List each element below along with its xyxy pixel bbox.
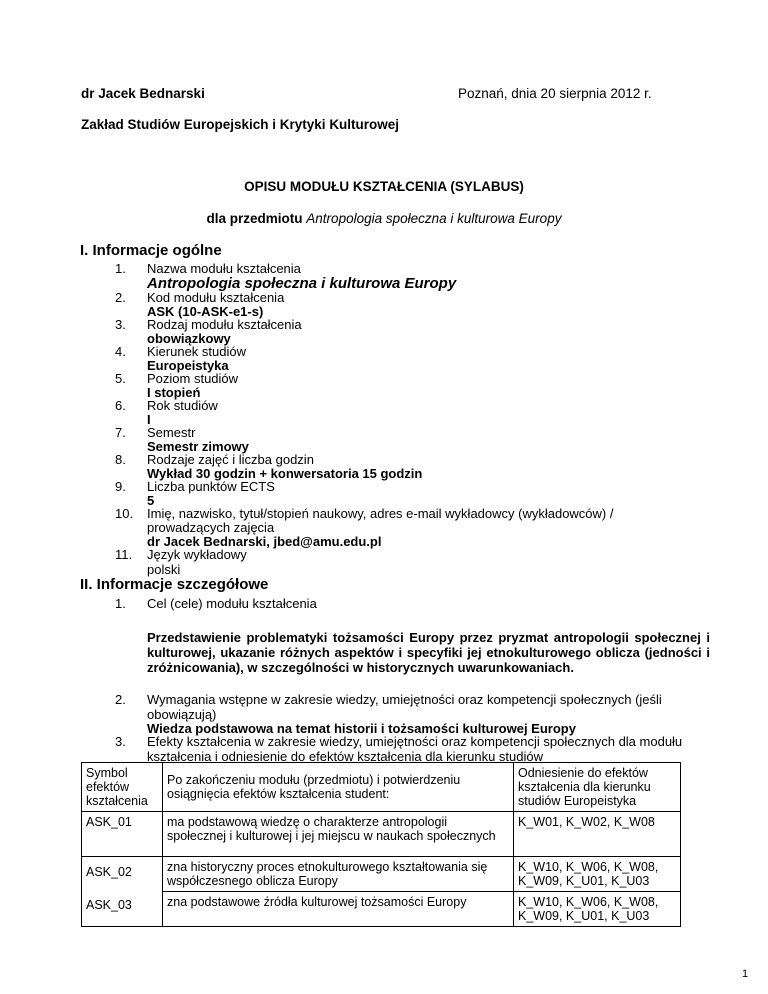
page-number: 1 (742, 968, 749, 980)
row-reference: K_W10, K_W06, K_W08, K_W09, K_U01, K_U03 (514, 892, 681, 927)
item-number: 9. (115, 479, 126, 494)
lecturer-value: dr Jacek Bednarski, jbed@amu.edu.pl (147, 534, 382, 549)
item-number: 8. (115, 452, 126, 467)
item-number: 2. (115, 692, 126, 707)
item-label: Semestr (147, 425, 196, 440)
study-year-value: I (147, 412, 151, 427)
place-date: Poznań, dnia 20 sierpnia 2012 r. (458, 86, 652, 101)
item-number: 7. (115, 425, 126, 440)
item-label: Wymagania wstępne w zakresie wiedzy, umiejętności oraz kompetencji społecznych (jeśli (147, 692, 662, 707)
item-label: Rodzaje zajęć i liczba godzin (147, 452, 314, 467)
subtitle-prefix: dla przedmiotu (206, 211, 307, 226)
row-effect: zna podstawowe źródła kulturowej tożsamości Europy (163, 892, 514, 927)
item-label: Cel (cele) modułu kształcenia (147, 596, 317, 611)
item-number: 1. (115, 596, 126, 611)
item-label: Efekty kształcenia w zakresie wiedzy, umiejętności oraz kompetencji społecznych dla modułu (147, 734, 683, 749)
item-label-continued: prowadzących zajęcia (147, 520, 275, 535)
header-reference: Odniesienie do efektów kształcenia dla kierunku studiów Europeistyka (514, 763, 681, 812)
prerequisites-value: Wiedza podstawowa na temat historii i tożsamości kulturowej Europy (147, 721, 576, 736)
module-goal-text: Przedstawienie problematyki tożsamości Europy przez pryzmat antropologii społecznej i kulturowej, ukazanie różnych aspektów i specyfiki jej etnokulturowego oblicza (jedności i zróżnicowania), w szczególności w historycznych uwarunkowaniach. (147, 630, 710, 675)
ects-value: 5 (147, 493, 155, 508)
department-name: Zakład Studiów Europejskich i Krytyki Kulturowej (81, 117, 400, 132)
table-header-row (82, 763, 681, 812)
item-label: Kod modułu kształcenia (147, 290, 285, 305)
item-label: Nazwa modułu kształcenia (147, 261, 301, 276)
table-row (82, 812, 681, 857)
item-number: 3. (115, 734, 126, 749)
study-level-value: I stopień (147, 385, 201, 400)
item-label: Rodzaj modułu kształcenia (147, 317, 302, 332)
class-hours-value: Wykład 30 godzin + konwersatoria 15 godzin (147, 466, 423, 481)
semester-value: Semestr zimowy (147, 439, 249, 454)
module-name-value: Antropologia społeczna i kulturowa Europy (147, 275, 457, 292)
item-number: 3. (115, 317, 126, 332)
item-number: 5. (115, 371, 126, 386)
header-symbol: Symbol efektów kształcenia (82, 763, 163, 812)
item-label: Poziom studiów (147, 371, 239, 386)
table-row (82, 892, 681, 927)
item-number: 10. (115, 506, 134, 521)
item-number: 4. (115, 344, 126, 359)
learning-effects-table (81, 762, 681, 927)
item-label: Kierunek studiów (147, 344, 246, 359)
module-type-value: obowiązkowy (147, 331, 231, 346)
row-effect: ma podstawową wiedzę o charakterze antropologii społecznej i kulturowej i jej miejscu w naukach społecznych (163, 812, 514, 857)
row-reference: K_W10, K_W06, K_W08, K_W09, K_U01, K_U03 (514, 857, 681, 892)
item-label-continued: obowiązują) (147, 707, 217, 722)
subtitle-subject: Antropologia społeczna i kulturowa Europy (306, 211, 562, 226)
row-reference: K_W01, K_W02, K_W08 (514, 812, 681, 857)
item-label-continued: kształcenia i odniesienie do efektów kształcenia dla kierunku studiów (147, 749, 543, 764)
table-row (82, 857, 681, 892)
row-symbol: ASK_01 (82, 812, 163, 857)
row-effect: zna historyczny proces etnokulturowego kształtowania się współczesnego oblicza Europy (163, 857, 514, 892)
header-effect: Po zakończeniu modułu (przedmiotu) i potwierdzeniu osiągnięcia efektów kształcenia student: (163, 763, 514, 812)
item-number: 11. (115, 547, 133, 562)
module-code-value: ASK (10-ASK-e1-s) (147, 304, 264, 319)
item-label: Język wykładowy (147, 547, 247, 562)
item-number: 1. (115, 261, 126, 276)
item-number: 2. (115, 290, 126, 305)
document-subtitle (0, 211, 768, 226)
section-2-heading: II. Informacje szczegółowe (80, 576, 269, 593)
section-1-heading: I. Informacje ogólne (80, 242, 222, 259)
author-name: dr Jacek Bednarski (81, 86, 205, 101)
item-label: Rok studiów (147, 398, 218, 413)
item-label: Liczba punktów ECTS (147, 479, 275, 494)
item-number: 6. (115, 398, 126, 413)
language-value: polski (147, 562, 181, 577)
item-label: Imię, nazwisko, tytuł/stopień naukowy, adres e-mail wykładowcy (wykładowców) / (147, 506, 614, 521)
row-symbol: ASK_02 (82, 857, 163, 892)
row-symbol: ASK_03 (82, 892, 163, 927)
document-title: OPISU MODUŁU KSZTAŁCENIA (SYLABUS) (244, 179, 524, 194)
study-field-value: Europeistyka (147, 358, 229, 373)
